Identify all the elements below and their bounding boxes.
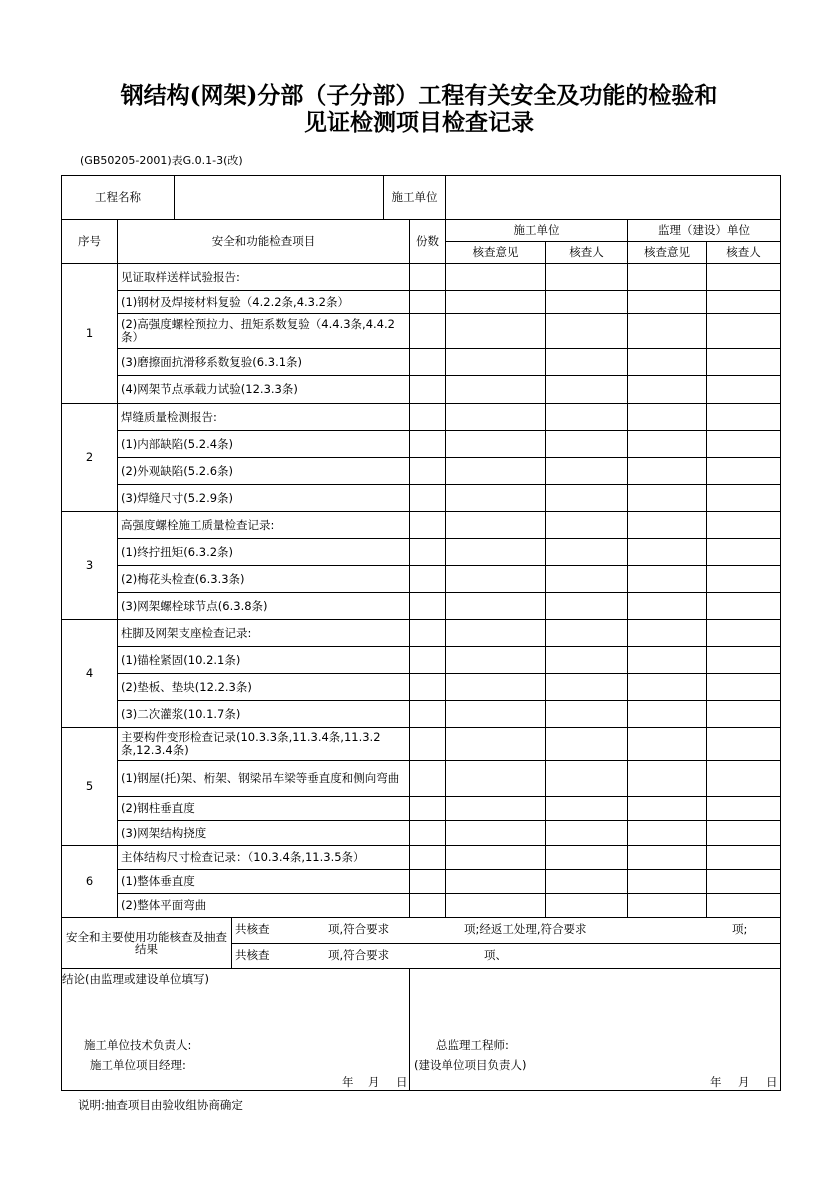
contractor-checker-cell[interactable] bbox=[546, 349, 628, 376]
copies-cell[interactable] bbox=[410, 314, 446, 349]
table-row bbox=[62, 314, 781, 349]
supervisor-checker-cell[interactable] bbox=[707, 485, 781, 512]
table-row bbox=[62, 566, 781, 593]
copies-cell[interactable] bbox=[410, 701, 446, 728]
header-supervisor: 监理（建设）单位 bbox=[628, 220, 781, 242]
item-cell: (1)终拧扭矩(6.3.2条) bbox=[118, 539, 410, 566]
summary-text: 项、 bbox=[484, 948, 507, 962]
contractor-opinion-cell[interactable] bbox=[446, 264, 546, 291]
supervisor-checker-cell[interactable] bbox=[707, 314, 781, 349]
copies-cell[interactable] bbox=[410, 821, 446, 846]
supervisor-checker-cell[interactable] bbox=[707, 674, 781, 701]
supervisor-checker-cell[interactable] bbox=[707, 761, 781, 797]
contractor-opinion-cell[interactable] bbox=[446, 291, 546, 314]
summary-text: 共核查 bbox=[235, 922, 270, 936]
contractor-checker-cell[interactable] bbox=[546, 264, 628, 291]
contractor-opinion-cell[interactable] bbox=[446, 593, 546, 620]
table-row bbox=[62, 728, 781, 761]
owner-lead-label: (建设单位项目负责人) bbox=[414, 1058, 527, 1072]
pm-label: 施工单位项目经理: bbox=[90, 1058, 186, 1072]
supervisor-checker-cell[interactable] bbox=[707, 512, 781, 539]
item-cell: 见证取样送样试验报告: bbox=[118, 264, 410, 291]
summary-line-2 bbox=[232, 944, 781, 969]
copies-cell[interactable] bbox=[410, 431, 446, 458]
supervisor-checker-cell[interactable] bbox=[707, 870, 781, 894]
copies-cell[interactable] bbox=[410, 376, 446, 404]
supervisor-opinion-cell[interactable] bbox=[628, 431, 707, 458]
header-contractor-checker: 核查人 bbox=[546, 242, 628, 264]
contractor-checker-cell[interactable] bbox=[546, 701, 628, 728]
copies-cell[interactable] bbox=[410, 566, 446, 593]
supervisor-opinion-cell[interactable] bbox=[628, 458, 707, 485]
supervisor-opinion-cell[interactable] bbox=[628, 701, 707, 728]
item-cell: (4)网架节点承载力试验(12.3.3条) bbox=[118, 376, 410, 404]
header-supervisor-opinion: 核查意见 bbox=[628, 242, 707, 264]
supervisor-checker-cell[interactable] bbox=[707, 701, 781, 728]
year-label: 年 bbox=[342, 1075, 354, 1089]
month-label: 月 bbox=[368, 1075, 380, 1089]
table-row bbox=[62, 404, 781, 431]
contractor-checker-cell[interactable] bbox=[546, 674, 628, 701]
supervisor-opinion-cell[interactable] bbox=[628, 846, 707, 870]
contractor-opinion-cell[interactable] bbox=[446, 349, 546, 376]
copies-cell[interactable] bbox=[410, 404, 446, 431]
supervisor-checker-cell[interactable] bbox=[707, 797, 781, 821]
contractor-checker-cell[interactable] bbox=[546, 728, 628, 761]
supervisor-checker-cell[interactable] bbox=[707, 620, 781, 647]
item-cell: (3)焊缝尺寸(5.2.9条) bbox=[118, 485, 410, 512]
contractor-opinion-cell[interactable] bbox=[446, 870, 546, 894]
conclusion-supervisor-cell[interactable] bbox=[410, 969, 781, 1091]
item-cell: (2)梅花头检查(6.3.3条) bbox=[118, 566, 410, 593]
supervisor-checker-cell[interactable] bbox=[707, 566, 781, 593]
supervisor-checker-cell[interactable] bbox=[707, 264, 781, 291]
copies-cell[interactable] bbox=[410, 512, 446, 539]
summary-text: 共核查 bbox=[235, 948, 270, 962]
table-row bbox=[62, 431, 781, 458]
chief-supervisor-label: 总监理工程师: bbox=[436, 1038, 509, 1052]
item-cell: (1)锚栓紧固(10.2.1条) bbox=[118, 647, 410, 674]
table-row bbox=[62, 264, 781, 291]
supervisor-checker-cell[interactable] bbox=[707, 593, 781, 620]
supervisor-opinion-cell[interactable] bbox=[628, 349, 707, 376]
document-title bbox=[0, 82, 838, 136]
table-row bbox=[62, 458, 781, 485]
summary-table bbox=[61, 917, 781, 969]
supervisor-opinion-cell[interactable] bbox=[628, 728, 707, 761]
supervisor-checker-cell[interactable] bbox=[707, 431, 781, 458]
seq-cell: 4 bbox=[62, 620, 118, 728]
contractor-checker-cell[interactable] bbox=[546, 647, 628, 674]
item-cell: (2)整体平面弯曲 bbox=[118, 894, 410, 918]
contractor-opinion-cell[interactable] bbox=[446, 821, 546, 846]
contractor-opinion-cell[interactable] bbox=[446, 846, 546, 870]
copies-cell[interactable] bbox=[410, 894, 446, 918]
header-item: 安全和功能检查项目 bbox=[118, 220, 410, 264]
table-row bbox=[62, 620, 781, 647]
inspection-body bbox=[62, 264, 781, 918]
contractor-opinion-cell[interactable] bbox=[446, 458, 546, 485]
table-row bbox=[62, 376, 781, 404]
supervisor-opinion-cell[interactable] bbox=[628, 291, 707, 314]
table-row bbox=[62, 349, 781, 376]
info-table bbox=[61, 175, 781, 220]
supervisor-checker-cell[interactable] bbox=[707, 458, 781, 485]
contractor-checker-cell[interactable] bbox=[546, 376, 628, 404]
supervisor-opinion-cell[interactable] bbox=[628, 797, 707, 821]
header-supervisor-checker: 核查人 bbox=[707, 242, 781, 264]
contractor-opinion-cell[interactable] bbox=[446, 797, 546, 821]
table-row bbox=[62, 291, 781, 314]
copies-cell[interactable] bbox=[410, 485, 446, 512]
summary-text: 项; bbox=[732, 922, 748, 936]
header-contractor: 施工单位 bbox=[446, 220, 628, 242]
project-name-field[interactable] bbox=[175, 176, 384, 220]
supervisor-opinion-cell[interactable] bbox=[628, 512, 707, 539]
contractor-checker-cell[interactable] bbox=[546, 404, 628, 431]
contractor-opinion-cell[interactable] bbox=[446, 701, 546, 728]
header-seq: 序号 bbox=[62, 220, 118, 264]
contractor-label: 施工单位 bbox=[384, 176, 446, 220]
contractor-opinion-cell[interactable] bbox=[446, 728, 546, 761]
item-cell: (2)高强度螺栓预拉力、扭矩系数复验（4.4.3条,4.4.2条） bbox=[118, 314, 410, 349]
contractor-opinion-cell[interactable] bbox=[446, 485, 546, 512]
contractor-checker-cell[interactable] bbox=[546, 291, 628, 314]
contractor-opinion-cell[interactable] bbox=[446, 512, 546, 539]
contractor-checker-cell[interactable] bbox=[546, 314, 628, 349]
supervisor-checker-cell[interactable] bbox=[707, 376, 781, 404]
table-row bbox=[62, 593, 781, 620]
table-row bbox=[62, 870, 781, 894]
contractor-opinion-cell[interactable] bbox=[446, 647, 546, 674]
seq-cell: 3 bbox=[62, 512, 118, 620]
copies-cell[interactable] bbox=[410, 797, 446, 821]
month-label: 月 bbox=[738, 1075, 750, 1089]
contractor-checker-cell[interactable] bbox=[546, 566, 628, 593]
supervisor-opinion-cell[interactable] bbox=[628, 647, 707, 674]
supervisor-checker-cell[interactable] bbox=[707, 846, 781, 870]
copies-cell[interactable] bbox=[410, 593, 446, 620]
supervisor-checker-cell[interactable] bbox=[707, 821, 781, 846]
table-row bbox=[62, 894, 781, 918]
day-label: 日 bbox=[766, 1075, 778, 1089]
contractor-checker-cell[interactable] bbox=[546, 620, 628, 647]
copies-cell[interactable] bbox=[410, 647, 446, 674]
item-cell: 柱脚及网架支座检查记录: bbox=[118, 620, 410, 647]
supervisor-opinion-cell[interactable] bbox=[628, 376, 707, 404]
contractor-checker-cell[interactable] bbox=[546, 593, 628, 620]
contractor-checker-cell[interactable] bbox=[546, 512, 628, 539]
contractor-opinion-cell[interactable] bbox=[446, 431, 546, 458]
contractor-checker-cell[interactable] bbox=[546, 539, 628, 566]
year-label: 年 bbox=[710, 1075, 722, 1089]
copies-cell[interactable] bbox=[410, 458, 446, 485]
seq-cell: 5 bbox=[62, 728, 118, 846]
item-cell: (3)网架结构挠度 bbox=[118, 821, 410, 846]
copies-cell[interactable] bbox=[410, 264, 446, 291]
table-row bbox=[62, 512, 781, 539]
contractor-opinion-cell[interactable] bbox=[446, 761, 546, 797]
supervisor-opinion-cell[interactable] bbox=[628, 485, 707, 512]
item-cell: (3)二次灌浆(10.1.7条) bbox=[118, 701, 410, 728]
summary-label: 安全和主要使用功能核查及抽查结果 bbox=[62, 918, 232, 969]
contractor-opinion-cell[interactable] bbox=[446, 894, 546, 918]
contractor-checker-cell[interactable] bbox=[546, 458, 628, 485]
copies-cell[interactable] bbox=[410, 620, 446, 647]
item-cell: (3)网架螺栓球节点(6.3.8条) bbox=[118, 593, 410, 620]
copies-cell[interactable] bbox=[410, 728, 446, 761]
item-cell: (2)垫板、垫块(12.2.3条) bbox=[118, 674, 410, 701]
supervisor-opinion-cell[interactable] bbox=[628, 314, 707, 349]
table-row bbox=[62, 761, 781, 797]
contractor-opinion-cell[interactable] bbox=[446, 566, 546, 593]
contractor-checker-cell[interactable] bbox=[546, 431, 628, 458]
summary-text: 项,符合要求 bbox=[328, 922, 390, 936]
item-cell: (2)钢柱垂直度 bbox=[118, 797, 410, 821]
item-cell: (2)外观缺陷(5.2.6条) bbox=[118, 458, 410, 485]
contractor-opinion-cell[interactable] bbox=[446, 314, 546, 349]
supervisor-opinion-cell[interactable] bbox=[628, 821, 707, 846]
supervisor-checker-cell[interactable] bbox=[707, 539, 781, 566]
copies-cell[interactable] bbox=[410, 674, 446, 701]
footnote: 说明:抽查项目由验收组协商确定 bbox=[78, 1098, 243, 1112]
day-label: 日 bbox=[396, 1075, 408, 1089]
supervisor-opinion-cell[interactable] bbox=[628, 870, 707, 894]
item-cell: 主体结构尺寸检查记录：（10.3.4条,11.3.5条） bbox=[118, 846, 410, 870]
contractor-checker-cell[interactable] bbox=[546, 797, 628, 821]
header-contractor-opinion: 核查意见 bbox=[446, 242, 546, 264]
contractor-checker-cell[interactable] bbox=[546, 846, 628, 870]
table-row bbox=[62, 539, 781, 566]
project-name-label: 工程名称 bbox=[62, 176, 175, 220]
supervisor-checker-cell[interactable] bbox=[707, 647, 781, 674]
title-line-1: 钢结构(网架)分部（子分部）工程有关安全及功能的检验和 bbox=[120, 82, 718, 109]
item-cell: (1)钢材及焊接材料复验（4.2.2条,4.3.2条） bbox=[118, 291, 410, 314]
table-row bbox=[62, 846, 781, 870]
item-cell: 焊缝质量检测报告: bbox=[118, 404, 410, 431]
seq-cell: 2 bbox=[62, 404, 118, 512]
contractor-opinion-cell[interactable] bbox=[446, 404, 546, 431]
tech-lead-label: 施工单位技术负责人: bbox=[84, 1038, 192, 1052]
contractor-checker-cell[interactable] bbox=[546, 894, 628, 918]
item-cell: (3)磨擦面抗滑移系数复验(6.3.1条) bbox=[118, 349, 410, 376]
supervisor-checker-cell[interactable] bbox=[707, 404, 781, 431]
table-row bbox=[62, 485, 781, 512]
contractor-checker-cell[interactable] bbox=[546, 761, 628, 797]
supervisor-checker-cell[interactable] bbox=[707, 349, 781, 376]
supervisor-opinion-cell[interactable] bbox=[628, 264, 707, 291]
contractor-field[interactable] bbox=[446, 176, 781, 220]
contractor-checker-cell[interactable] bbox=[546, 870, 628, 894]
conclusion-label: 结论(由监理或建设单位填写) bbox=[62, 972, 209, 986]
item-cell: (1)内部缺陷(5.2.4条) bbox=[118, 431, 410, 458]
copies-cell[interactable] bbox=[410, 846, 446, 870]
supervisor-checker-cell[interactable] bbox=[707, 728, 781, 761]
form-code: (GB50205-2001)表G.0.1-3(改) bbox=[80, 154, 243, 167]
supervisor-opinion-cell[interactable] bbox=[628, 539, 707, 566]
copies-cell[interactable] bbox=[410, 539, 446, 566]
item-cell: 主要构件变形检查记录(10.3.3条,11.3.4条,11.3.2条,12.3.4条) bbox=[118, 728, 410, 761]
supervisor-checker-cell[interactable] bbox=[707, 894, 781, 918]
supervisor-opinion-cell[interactable] bbox=[628, 620, 707, 647]
table-row bbox=[62, 797, 781, 821]
contractor-opinion-cell[interactable] bbox=[446, 376, 546, 404]
supervisor-opinion-cell[interactable] bbox=[628, 404, 707, 431]
header-copies: 份数 bbox=[410, 220, 446, 264]
supervisor-opinion-cell[interactable] bbox=[628, 674, 707, 701]
contractor-checker-cell[interactable] bbox=[546, 485, 628, 512]
title-line-2: 见证检测项目检查记录 bbox=[304, 109, 534, 136]
conclusion-table bbox=[61, 968, 781, 1091]
supervisor-opinion-cell[interactable] bbox=[628, 761, 707, 797]
item-cell: (1)整体垂直度 bbox=[118, 870, 410, 894]
contractor-opinion-cell[interactable] bbox=[446, 674, 546, 701]
supervisor-opinion-cell[interactable] bbox=[628, 593, 707, 620]
summary-line-1 bbox=[232, 918, 781, 944]
copies-cell[interactable] bbox=[410, 761, 446, 797]
summary-text: 项,符合要求 bbox=[328, 948, 390, 962]
supervisor-checker-cell[interactable] bbox=[707, 291, 781, 314]
inspection-table bbox=[61, 219, 781, 918]
copies-cell[interactable] bbox=[410, 349, 446, 376]
table-row bbox=[62, 701, 781, 728]
item-cell: 高强度螺栓施工质量检查记录: bbox=[118, 512, 410, 539]
seq-cell: 1 bbox=[62, 264, 118, 404]
copies-cell[interactable] bbox=[410, 870, 446, 894]
table-row bbox=[62, 647, 781, 674]
summary-text: 项;经返工处理,符合要求 bbox=[464, 922, 587, 936]
copies-cell[interactable] bbox=[410, 291, 446, 314]
supervisor-opinion-cell[interactable] bbox=[628, 894, 707, 918]
seq-cell: 6 bbox=[62, 846, 118, 918]
contractor-checker-cell[interactable] bbox=[546, 821, 628, 846]
conclusion-contractor-cell[interactable] bbox=[62, 969, 410, 1091]
item-cell: (1)钢屋(托)架、桁架、钢梁吊车梁等垂直度和侧向弯曲 bbox=[118, 761, 410, 797]
table-row bbox=[62, 821, 781, 846]
table-row bbox=[62, 674, 781, 701]
supervisor-opinion-cell[interactable] bbox=[628, 566, 707, 593]
contractor-opinion-cell[interactable] bbox=[446, 620, 546, 647]
contractor-opinion-cell[interactable] bbox=[446, 539, 546, 566]
